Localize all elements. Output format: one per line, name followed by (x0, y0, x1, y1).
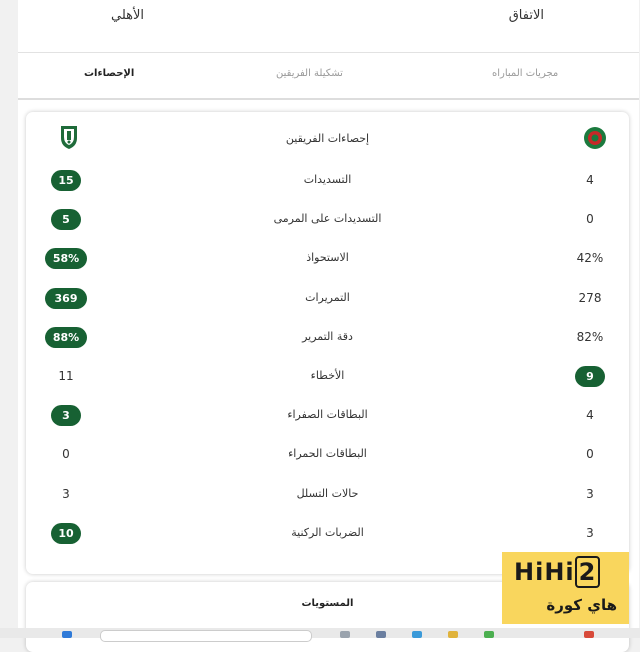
stat-row (26, 208, 629, 232)
watermark-brand-number: 2 (575, 556, 601, 588)
away-stat-value-cell (571, 287, 609, 311)
away-stat-value: 42% (576, 251, 604, 265)
start-icon[interactable] (62, 631, 72, 638)
away-stat-value-cell (571, 443, 609, 467)
away-stat-value-cell (571, 247, 609, 271)
stat-label: دقة التمرير (302, 330, 353, 343)
ratings-title: المستويات (301, 598, 354, 609)
stat-row (26, 365, 629, 389)
home-stat-value: 11 (58, 369, 74, 383)
stat-label: التسديدات (303, 173, 352, 186)
away-stat-value-cell (571, 208, 609, 232)
match-page (18, 0, 639, 638)
home-stat-value: 3 (62, 487, 70, 501)
teams-header (18, 0, 639, 53)
home-stat-value-badge: 58% (45, 248, 87, 269)
home-team-name[interactable]: الأهلي (111, 8, 145, 23)
stat-label: البطاقات الصفراء (287, 408, 368, 421)
stats-header-title: إحصاءات الفريقين (285, 132, 370, 145)
stat-row (26, 404, 629, 428)
home-stat-value-badge: 3 (51, 405, 81, 426)
stat-row (26, 522, 629, 546)
away-stat-value-cell (571, 169, 609, 193)
stat-label: البطاقات الحمراء (288, 447, 367, 460)
stat-row (26, 169, 629, 193)
folder-icon[interactable] (448, 631, 458, 638)
tab-stats[interactable]: الإحصاءات (84, 68, 135, 79)
away-stat-value: 4 (586, 173, 594, 187)
stat-label: التسديدات على المرمى (273, 212, 382, 225)
away-stat-value-cell (571, 365, 609, 389)
away-stat-value: 0 (586, 212, 594, 226)
stat-row (26, 483, 629, 507)
taskbar-search-box[interactable] (100, 630, 312, 642)
away-team-name[interactable]: الاتفاق (508, 8, 544, 23)
stat-row (26, 287, 629, 311)
away-stat-value: 4 (586, 408, 594, 422)
away-stat-value: 0 (586, 447, 594, 461)
app-icon[interactable] (376, 631, 386, 638)
stats-card (26, 112, 629, 574)
away-stat-value-cell (571, 483, 609, 507)
stat-row (26, 443, 629, 467)
watermark-arabic: هاي كورة (546, 596, 617, 614)
edge-icon[interactable] (412, 631, 422, 638)
away-stat-value-cell (571, 404, 609, 428)
tab-lineup[interactable]: تشكيلة الفريقين (276, 68, 343, 79)
al-ettifaq-crest-icon (583, 126, 607, 150)
home-stat-value-badge: 10 (51, 523, 81, 544)
stat-label: الاستحواذ (306, 251, 349, 264)
away-stat-value: 3 (586, 526, 594, 540)
stat-label: الأخطاء (310, 369, 345, 382)
hihi2-watermark-logo (502, 552, 629, 624)
away-stat-value: 82% (576, 330, 604, 344)
home-stat-value-badge: 88% (45, 327, 87, 348)
chrome-icon[interactable] (484, 631, 494, 638)
home-stat-value-badge: 369 (45, 288, 87, 309)
watermark-brand (514, 558, 600, 586)
away-stat-value: 3 (586, 487, 594, 501)
task-view-icon[interactable] (340, 631, 350, 638)
app2-icon[interactable] (584, 631, 594, 638)
home-stat-value: 0 (62, 447, 70, 461)
home-stat-value-badge: 5 (51, 209, 81, 230)
stat-row (26, 247, 629, 271)
stat-label: التمريرات (305, 291, 350, 304)
home-stat-value-badge: 15 (51, 170, 81, 191)
match-tabs (18, 52, 639, 100)
away-stat-value-badge: 9 (575, 366, 605, 387)
watermark-brand-main: HiHi (514, 558, 575, 586)
away-stat-value-cell (571, 522, 609, 546)
tab-events[interactable]: مجريات المباراه (492, 68, 559, 79)
away-stat-value: 278 (578, 291, 602, 305)
stat-label: حالات التسلل (296, 487, 359, 500)
os-taskbar (0, 628, 640, 638)
away-stat-value-cell (571, 326, 609, 350)
stat-row (26, 326, 629, 350)
stat-label: الضربات الركنية (291, 526, 364, 539)
